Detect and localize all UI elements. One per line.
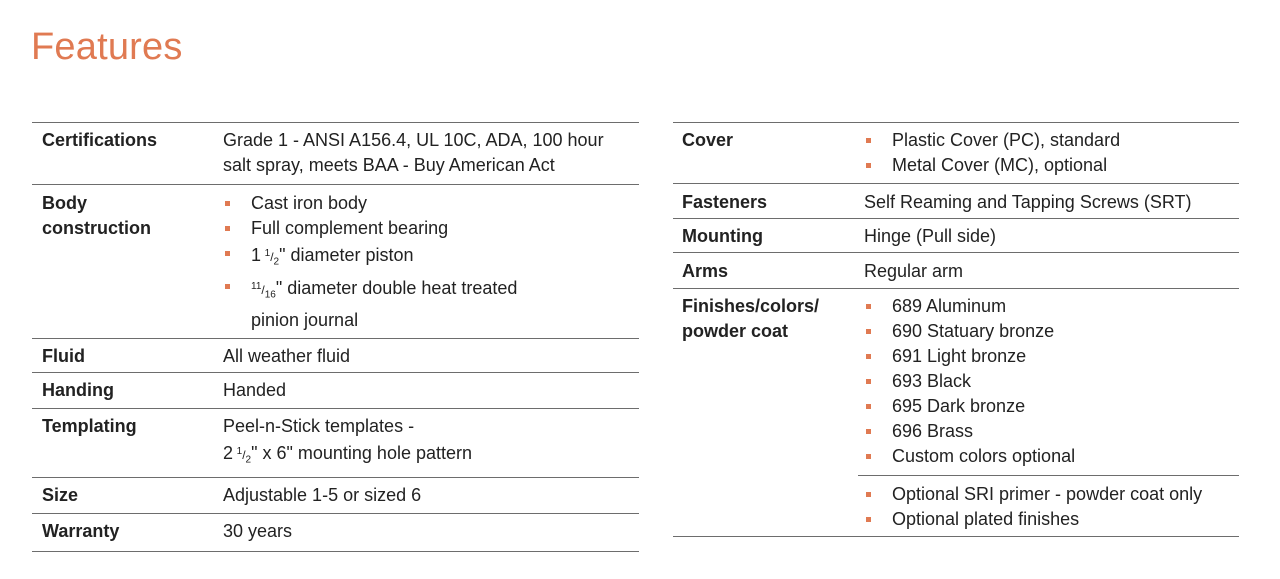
- label-warranty: Warranty: [42, 521, 120, 542]
- list-item: Full complement bearing: [223, 216, 639, 241]
- label-handing: Handing: [42, 379, 114, 400]
- label-templating: Templating: [42, 415, 137, 436]
- templating-line-2: 2 $^1/_2$" x 6" mounting hole pattern: [223, 442, 473, 466]
- list-item: 693 Black: [864, 369, 1239, 394]
- templating-whole: 2: [223, 442, 234, 463]
- list-item: 690 Statuary bronze: [864, 319, 1239, 344]
- templating-rest: " x 6" mounting hole pattern: [251, 442, 473, 463]
- value-warranty: 30 years: [223, 521, 293, 542]
- list-item: 1 $^1/_2$" diameter piston: [223, 241, 639, 274]
- templating-line-1: Peel-n-Stick templates -: [223, 415, 415, 436]
- row-body-construction: [32, 185, 639, 339]
- row-size: [32, 478, 639, 514]
- list-item: Metal Cover (MC), optional: [864, 153, 1239, 178]
- journal-numerator: 11: [251, 281, 262, 293]
- label-finishes-line-2: powder coat: [682, 321, 789, 341]
- row-handing: [32, 373, 639, 409]
- body-construction-list: [223, 191, 639, 333]
- row-certifications: [32, 123, 639, 185]
- journal-denominator: 16: [264, 289, 276, 301]
- label-finishes-line-1: Finishes/colors/: [682, 296, 820, 316]
- list-item: 696 Brass: [864, 419, 1239, 444]
- value-size: Adjustable 1-5 or sized 6: [223, 485, 422, 506]
- value-mounting: Hinge (Pull side): [864, 226, 997, 246]
- finishes-options: [858, 475, 1239, 532]
- piston-rest: " diameter piston: [279, 245, 414, 265]
- label-fasteners: Fasteners: [682, 192, 768, 212]
- list-item: Plastic Cover (PC), standard: [864, 128, 1239, 153]
- label-body-line-1: Body: [42, 193, 87, 213]
- journal-rest: " diameter double heat treated: [275, 278, 518, 299]
- list-item: Optional SRI primer - powder coat only: [864, 482, 1239, 507]
- value-finishes: [864, 294, 1239, 532]
- label-finishes: [673, 294, 864, 532]
- finishes-options-list: [864, 482, 1239, 532]
- row-arms: [673, 253, 1239, 289]
- label-body-line-2: construction: [42, 218, 152, 238]
- row-warranty: [32, 514, 639, 552]
- value-fasteners: Self Reaming and Tapping Screws (SRT): [864, 192, 1192, 212]
- value-cover: [864, 128, 1239, 178]
- label-certifications: Certifications: [42, 130, 158, 150]
- features-table-left: [32, 122, 639, 552]
- label-arms: Arms: [682, 261, 729, 281]
- row-cover: [673, 123, 1239, 184]
- templating-numerator: 1: [236, 445, 243, 457]
- page-title: Features: [31, 26, 183, 68]
- certifications-line-1: Grade 1 - ANSI A156.4, UL 10C, ADA, 100 hour: [223, 130, 604, 150]
- row-mounting: [673, 219, 1239, 253]
- list-item: 691 Light bronze: [864, 344, 1239, 369]
- row-fasteners: [673, 184, 1239, 219]
- row-templating: [32, 409, 639, 478]
- list-item: Cast iron body: [223, 191, 639, 216]
- certifications-line-2: salt spray, meets BAA - Buy American Act: [223, 155, 555, 175]
- cover-list: [864, 128, 1239, 178]
- list-item: Optional plated finishes: [864, 507, 1239, 532]
- label-body-construction: [32, 191, 223, 333]
- value-fluid: All weather fluid: [223, 345, 351, 366]
- journal-line-2: pinion journal: [251, 309, 359, 330]
- value-templating: [223, 414, 639, 472]
- features-table-right: [673, 122, 1239, 537]
- label-fluid: Fluid: [42, 345, 85, 366]
- piston-denominator: 2: [273, 256, 280, 268]
- value-body-construction: [223, 191, 639, 333]
- row-fluid: [32, 339, 639, 373]
- label-mounting: Mounting: [682, 226, 763, 246]
- list-item: $^{11}/_{16}$" diameter double heat treated pinion journal: [223, 274, 639, 332]
- finishes-list: [864, 294, 1239, 469]
- templating-denominator: 2: [245, 454, 252, 466]
- list-item: 689 Aluminum: [864, 294, 1239, 319]
- value-arms: Regular arm: [864, 261, 964, 281]
- value-handing: Handed: [223, 379, 287, 400]
- row-finishes: [673, 289, 1239, 537]
- value-certifications: [223, 128, 639, 178]
- list-item: 695 Dark bronze: [864, 394, 1239, 419]
- list-item: Custom colors optional: [864, 444, 1239, 469]
- piston-whole: 1: [251, 245, 262, 265]
- label-size: Size: [42, 485, 79, 506]
- label-cover: Cover: [682, 130, 734, 150]
- piston-numerator: 1: [264, 248, 271, 259]
